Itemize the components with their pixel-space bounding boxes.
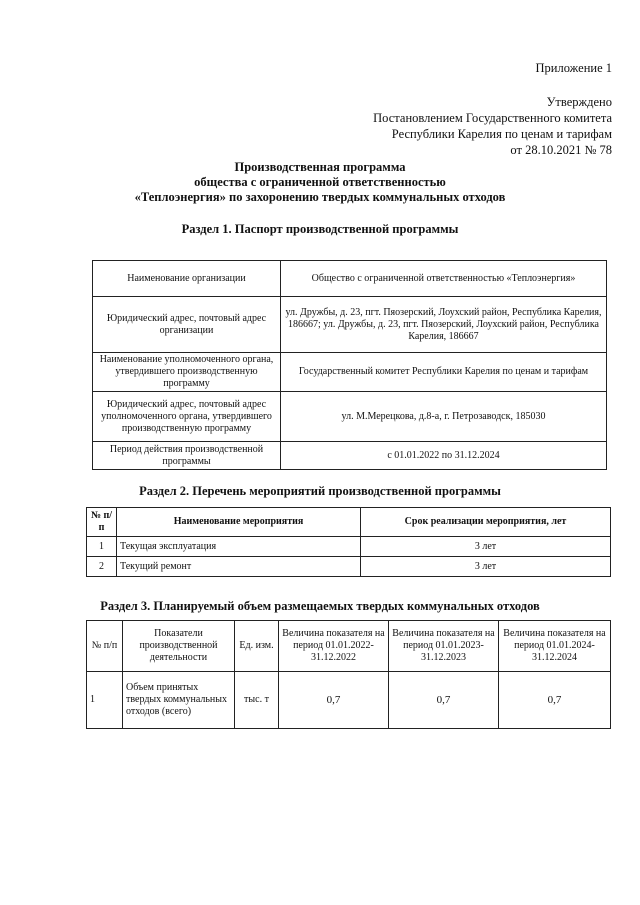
- column-header: Величина показателя на период 01.01.2024-31.12.2024: [499, 621, 611, 672]
- table-header-row: [87, 621, 611, 672]
- title-line: «Теплоэнергия» по захоронению твердых коммунальных отходов: [134, 190, 506, 204]
- passport-table: [92, 260, 607, 470]
- waste-volume-table: [86, 620, 611, 729]
- column-header: Наименование мероприятия: [117, 508, 361, 537]
- activity-name: Текущий ремонт: [117, 557, 361, 577]
- passport-label: Юридический адрес, почтовый адрес организации: [93, 297, 281, 353]
- appendix-label: Приложение 1: [535, 61, 612, 75]
- approval-line: Постановлением Государственного комитета: [373, 111, 612, 125]
- table-row: [93, 442, 607, 470]
- approval-line: Утверждено: [546, 95, 612, 109]
- title-line: общества с ограниченной ответственностью: [194, 175, 446, 189]
- table-row: [93, 297, 607, 353]
- activities-table: [86, 507, 611, 577]
- section3-heading: Раздел 3. Планируемый объем размещаемых твердых коммунальных отходов: [100, 599, 540, 613]
- passport-value: ул. Дружбы, д. 23, пгт. Пяозерский, Лоухский район, Республика Карелия, 186667; ул. Дружбы, д. 23, пгт. Пяозерский, Лоухский район, Республика Карелия, 186667: [281, 297, 607, 353]
- table-row: [87, 537, 611, 557]
- row-number: 1: [87, 672, 123, 729]
- activity-name: Текущая эксплуатация: [117, 537, 361, 557]
- table-row: [93, 353, 607, 392]
- passport-value: Общество с ограниченной ответственностью «Теплоэнергия»: [281, 261, 607, 297]
- passport-value: Государственный комитет Республики Карелия по ценам и тарифам: [281, 353, 607, 392]
- table-row: [93, 392, 607, 442]
- table-header-row: [87, 508, 611, 537]
- approval-line: от 28.10.2021 № 78: [510, 143, 612, 157]
- activity-term: 3 лет: [361, 537, 611, 557]
- passport-label: Наименование организации: [93, 261, 281, 297]
- unit-of-measure: тыс. т: [235, 672, 279, 729]
- row-number: 2: [87, 557, 117, 577]
- value-2023: 0,7: [389, 672, 499, 729]
- table-row: [93, 261, 607, 297]
- table-row: [87, 557, 611, 577]
- activity-term: 3 лет: [361, 557, 611, 577]
- title-line: Производственная программа: [234, 160, 406, 174]
- indicator-name: Объем принятых твердых коммунальных отходов (всего): [123, 672, 235, 729]
- passport-label: Юридический адрес, почтовый адрес уполномоченного органа, утвердившего производственную программу: [93, 392, 281, 442]
- section2-heading: Раздел 2. Перечень мероприятий производственной программы: [139, 484, 501, 498]
- passport-value: ул. М.Мерецкова, д.8-а, г. Петрозаводск, 185030: [281, 392, 607, 442]
- column-header: Показатели производственной деятельности: [123, 621, 235, 672]
- column-header: Ед. изм.: [235, 621, 279, 672]
- row-number: 1: [87, 537, 117, 557]
- column-header: Срок реализации мероприятия, лет: [361, 508, 611, 537]
- approval-block: [373, 94, 612, 158]
- value-2024: 0,7: [499, 672, 611, 729]
- approval-line: Республики Карелия по ценам и тарифам: [391, 127, 612, 141]
- table-row: [87, 672, 611, 729]
- passport-label: Наименование уполномоченного органа, утвердившего производственную программу: [93, 353, 281, 392]
- document-title: [60, 160, 580, 205]
- passport-label: Период действия производственной программы: [93, 442, 281, 470]
- passport-value: с 01.01.2022 по 31.12.2024: [281, 442, 607, 470]
- section1-heading: Раздел 1. Паспорт производственной программы: [181, 222, 459, 236]
- column-header: № п/п: [87, 621, 123, 672]
- column-header: № п/п: [87, 508, 117, 537]
- value-2022: 0,7: [279, 672, 389, 729]
- column-header: Величина показателя на период 01.01.2022-31.12.2022: [279, 621, 389, 672]
- column-header: Величина показателя на период 01.01.2023-31.12.2023: [389, 621, 499, 672]
